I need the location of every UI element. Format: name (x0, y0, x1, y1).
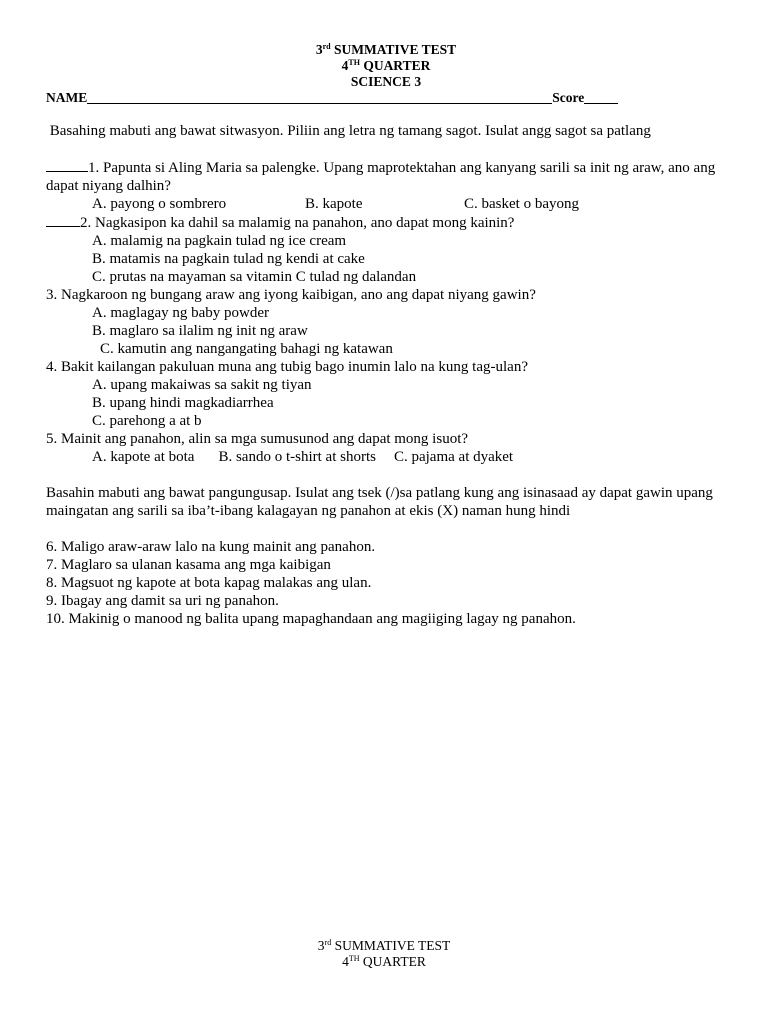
q2-option-c: C. prutas na mayaman sa vitamin C tulad ng dalandan (92, 269, 417, 285)
page-footer (0, 938, 768, 970)
item-10 (46, 610, 726, 628)
header-quarter (46, 58, 726, 74)
item-10-text: 10. Makinig o manood ng balita upang mapaghandaan ang magiiging lagay ng panahon. (46, 611, 576, 627)
footer-quarter-ordinal: 4 (342, 954, 349, 969)
question-2-text: 2. Nagkasipon ka dahil sa malamig na panahon, ano dapat mong kainin? (80, 215, 515, 231)
item-8 (46, 574, 726, 592)
q5-option-b: B. sando o t-shirt at shorts (218, 449, 376, 465)
q2-option-b: B. matamis na pagkain tulad ng kendi at cake (92, 251, 365, 267)
q2-option-a: A. malamig na pagkain tulad ng ice cream (92, 233, 347, 249)
q5-option-c: C. pajama at dyaket (393, 449, 514, 465)
footer-quarter (0, 954, 768, 970)
header-ordinal-suffix: rd (322, 42, 331, 51)
q5-option-a: A. kapote at bota (92, 449, 195, 465)
question-4: 4. Bakit kailangan pakuluan muna ang tubig bago inumin lalo na kung tag-ulan? (46, 359, 528, 375)
q4-option-b: B. upang hindi magkadiarrhea (92, 395, 274, 411)
instruction-part1: Basahing mabuti ang bawat sitwasyon. Piliin ang letra ng tamang sagot. Isulat angg sagot sa patlang (49, 123, 651, 139)
question-2 (46, 213, 726, 232)
header-title-text: SUMMATIVE TEST (330, 42, 457, 57)
question-5-options (46, 448, 726, 466)
answer-blank-1[interactable] (46, 158, 88, 172)
question-1-options (46, 195, 726, 213)
q1-option-c: C. basket o bayong (464, 196, 579, 212)
footer-quarter-text: QUARTER (359, 954, 426, 969)
question-5: 5. Mainit ang panahon, alin sa mga sumusunod ang dapat mong isuot? (46, 431, 469, 447)
answer-blank-2[interactable] (46, 213, 80, 227)
header-ordinal: 3 (315, 42, 323, 57)
header-subject: SCIENCE 3 (350, 74, 422, 89)
name-label: NAME (46, 90, 88, 105)
instruction-part2: Basahin mabuti ang bawat pangungusap. Isulat ang tsek (/)sa patlang kung ang isinasaad ay dapat gawin upang maingatan ang sarili sa iba’t-ibang kalagayan ng panahon at ekis (X) naman hung hindi (46, 485, 713, 519)
question-1 (46, 158, 726, 195)
footer-quarter-suffix: TH (348, 954, 360, 963)
q3-option-c: C. kamutin ang nangangating bahagi ng katawan (100, 341, 393, 357)
question-1-text: 1. Papunta si Aling Maria sa palengke. Upang maprotektahan ang kanyang sarili sa init ng araw, ano ang dapat niyang dalhin? (46, 160, 716, 194)
item-8-text: 8. Magsuot ng kapote at bota kapag malakas ang ulan. (46, 575, 372, 591)
name-score-row (46, 90, 726, 106)
name-field[interactable] (87, 90, 552, 104)
test-page (46, 42, 726, 628)
score-label: Score (552, 90, 585, 105)
item-7 (46, 556, 726, 574)
footer-title (0, 938, 768, 954)
item-6 (46, 538, 726, 556)
question-3: 3. Nagkaroon ng bungang araw ang iyong kaibigan, ano ang dapat niyang gawin? (46, 287, 536, 303)
item-7-text: 7. Maglaro sa ulanan kasama ang mga kaibigan (46, 557, 331, 573)
quarter-ordinal: 4 (341, 58, 349, 73)
footer-title-text: SUMMATIVE TEST (331, 938, 451, 953)
item-6-text: 6. Maligo araw-araw lalo na kung mainit ang panahon. (46, 539, 376, 555)
q3-option-b: B. maglaro sa ilalim ng init ng araw (92, 323, 308, 339)
q1-option-a: A. payong o sombrero (92, 196, 227, 212)
quarter-ordinal-suffix: TH (348, 58, 360, 67)
item-9 (46, 592, 726, 610)
q4-option-c: C. parehong a at b (92, 413, 202, 429)
q4-option-a: A. upang makaiwas sa sakit ng tiyan (92, 377, 312, 393)
score-field[interactable] (584, 90, 618, 104)
footer-ordinal: 3 (317, 938, 325, 953)
item-9-text: 9. Ibagay ang damit sa uri ng panahon. (46, 593, 279, 609)
quarter-text: QUARTER (359, 58, 431, 73)
footer-ordinal-suffix: rd (324, 938, 332, 947)
header-title (46, 42, 726, 58)
q1-option-b: B. kapote (305, 196, 363, 212)
q3-option-a: A. maglagay ng baby powder (92, 305, 270, 321)
